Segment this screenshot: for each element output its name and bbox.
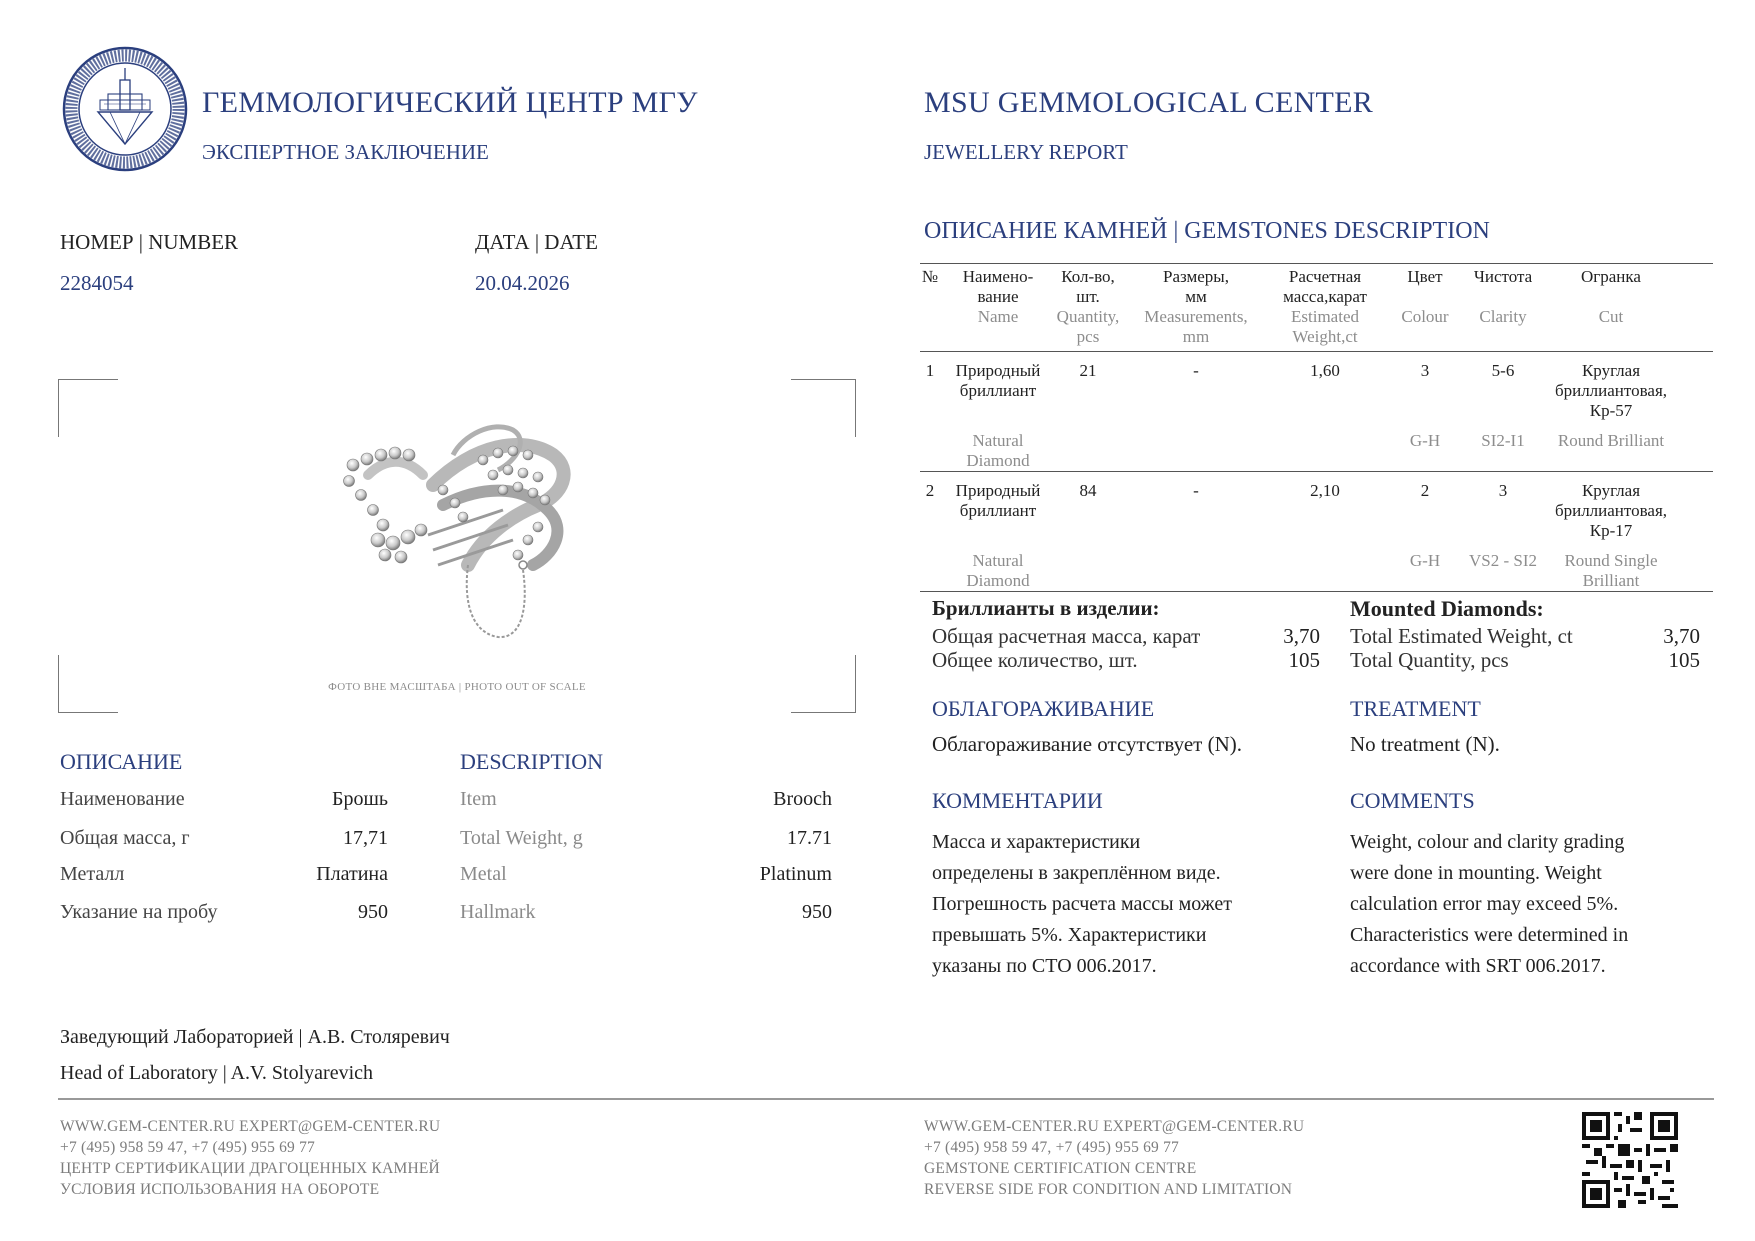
row1-clarity-en: SI2-I1 (1481, 431, 1525, 450)
comments-line: Weight, colour and clarity grading (1350, 831, 1625, 853)
totals-qty-label-ru: Общее количество, шт. (932, 648, 1138, 672)
gemstones-heading: ОПИСАНИЕ КАМНЕЙ | GEMSTONES DESCRIPTION (924, 218, 1490, 244)
row1-colour-en: G-H (1409, 431, 1441, 450)
comments-line: were done in mounting. Weight (1350, 862, 1602, 884)
row2-no: 2 (925, 481, 935, 500)
brooch-photo (323, 415, 613, 655)
frame-corner-top-left (58, 379, 118, 437)
col-clarity-en: Clarity (1479, 307, 1527, 326)
en-title: MSU GEMMOLOGICAL CENTER (924, 86, 1374, 119)
totals-weight-label-en: Total Estimated Weight, ct (1350, 624, 1573, 648)
row2-clarity-ru: 3 (1498, 481, 1508, 500)
row2-colour-ru: 2 (1420, 481, 1430, 500)
footer-line: УСЛОВИЯ ИСПОЛЬЗОВАНИЯ НА ОБОРОТЕ (60, 1181, 380, 1198)
row1-name-en: Natural Diamond (966, 431, 1030, 470)
desc-en-value: Platinum (759, 863, 832, 885)
desc-ru-label: Металл (60, 863, 125, 885)
treatment-heading-en: TREATMENT (1350, 696, 1481, 721)
number-label: НОМЕР | NUMBER (60, 230, 239, 254)
comments-heading-en: COMMENTS (1350, 788, 1475, 813)
signature-en: Head of Laboratory | A.V. Stolyarevich (60, 1062, 373, 1084)
row1-cut-ru: Круглая бриллиантовая, Кр-57 (1554, 361, 1668, 420)
desc-ru-value: Брошь (331, 788, 388, 810)
desc-ru-label: Наименование (60, 788, 185, 810)
footer-right (924, 1116, 1304, 1200)
row1-meas: - (1193, 361, 1199, 380)
row1-cut-en: Round Brilliant (1557, 431, 1665, 450)
ru-subtitle: ЭКСПЕРТНОЕ ЗАКЛЮЧЕНИЕ (202, 140, 489, 164)
table-rule (920, 351, 1713, 352)
col-qty-ru: Кол-во, шт. (1061, 267, 1115, 306)
totals-weight-label-ru: Общая расчетная масса, карат (932, 624, 1201, 648)
desc-ru-value: 950 (358, 901, 388, 923)
col-meas-ru: Размеры, мм (1163, 267, 1229, 306)
row2-cut-ru: Круглая бриллиантовая, Кр-17 (1554, 481, 1668, 540)
row2-qty: 84 (1079, 481, 1097, 500)
qr-code-icon (1582, 1112, 1678, 1213)
col-qty-en: Quantity, pcs (1056, 307, 1120, 346)
desc-en-label: Hallmark (460, 901, 536, 923)
footer-divider (58, 1098, 1714, 1100)
signature-ru: Заведующий Лабораторией | А.В. Столяревич (60, 1026, 450, 1048)
desc-ru-label: Общая масса, г (60, 827, 190, 849)
col-colour-en: Colour (1401, 307, 1449, 326)
col-meas-en: Measurements, mm (1144, 307, 1248, 346)
footer-line: GEMSTONE CERTIFICATION CENTRE (924, 1160, 1197, 1177)
row1-colour-ru: 3 (1420, 361, 1430, 380)
comments-line: указаны по СТО 006.2017. (932, 955, 1157, 977)
desc-en-label: Total Weight, g (460, 827, 583, 849)
msu-seal-logo-icon (62, 46, 188, 172)
photo-frame (58, 379, 856, 713)
row2-name-en: Natural Diamond (966, 551, 1030, 590)
table-rule (920, 263, 1713, 264)
totals-weight-en: 3,70 (1663, 624, 1700, 648)
row1-name-ru: Природный бриллиант (955, 361, 1041, 400)
footer-line: ЦЕНТР СЕРТИФИКАЦИИ ДРАГОЦЕННЫХ КАМНЕЙ (60, 1160, 440, 1177)
col-weight-en: Estimated Weight,ct (1291, 307, 1359, 346)
row2-clarity-en: VS2 - SI2 (1468, 551, 1537, 570)
col-cut-ru: Огранка (1581, 267, 1641, 286)
treatment-heading-ru: ОБЛАГОРАЖИВАНИЕ (932, 696, 1155, 721)
table-rule (920, 471, 1713, 472)
desc-ru-label: Указание на пробу (60, 901, 218, 923)
description-heading-ru: ОПИСАНИЕ (60, 749, 183, 774)
footer-line: WWW.GEM-CENTER.RU EXPERT@GEM-CENTER.RU (60, 1118, 441, 1135)
comments-line: определены в закреплённом виде. (932, 862, 1221, 884)
row2-cut-en: Round Single Brilliant (1564, 551, 1658, 590)
totals-qty-en: 105 (1668, 648, 1700, 672)
col-weight-ru: Расчетная масса,карат (1283, 267, 1367, 306)
row1-clarity-ru: 5-6 (1491, 361, 1515, 380)
col-name-ru: Наимено- вание (962, 267, 1034, 306)
totals-weight-ru: 3,70 (1283, 624, 1320, 648)
col-clarity-ru: Чистота (1473, 267, 1533, 286)
totals-qty-ru: 105 (1288, 648, 1320, 672)
description-heading-en: DESCRIPTION (460, 749, 604, 774)
treatment-text-ru: Облагораживание отсутствует (N). (932, 732, 1242, 756)
footer-line: WWW.GEM-CENTER.RU EXPERT@GEM-CENTER.RU (924, 1118, 1305, 1135)
footer-line: +7 (495) 958 59 47, +7 (495) 955 69 77 (60, 1139, 315, 1156)
comments-line: Characteristics were determined in (1350, 924, 1629, 946)
desc-ru-value: 17,71 (343, 827, 388, 849)
footer-line: REVERSE SIDE FOR CONDITION AND LIMITATION (924, 1181, 1293, 1198)
photo-caption: ФОТО ВНЕ МАСШТАБА | PHOTO OUT OF SCALE (328, 681, 586, 693)
row2-colour-en: G-H (1409, 551, 1441, 570)
comments-text-ru (932, 827, 1232, 982)
comments-line: calculation error may exceed 5%. (1350, 893, 1619, 915)
ru-title: ГЕММОЛОГИЧЕСКИЙ ЦЕНТР МГУ (202, 86, 698, 119)
totals-heading-ru: Бриллианты в изделии: (932, 596, 1160, 620)
totals-qty-label-en: Total Quantity, pcs (1350, 648, 1509, 672)
footer-left (60, 1116, 440, 1200)
comments-line: Масса и характеристики (932, 831, 1141, 853)
row1-weight: 1,60 (1310, 361, 1340, 380)
col-cut-en: Cut (1598, 307, 1624, 326)
totals-heading-en: Mounted Diamonds: (1350, 596, 1544, 621)
comments-text-en (1350, 827, 1628, 982)
desc-en-value: 17.71 (787, 827, 832, 849)
row1-no: 1 (925, 361, 935, 380)
row2-weight: 2,10 (1310, 481, 1340, 500)
table-rule (920, 591, 1713, 592)
footer-line: +7 (495) 958 59 47, +7 (495) 955 69 77 (924, 1139, 1179, 1156)
desc-ru-value: Платина (316, 863, 388, 885)
date-label: ДАТА | DATE (475, 230, 598, 254)
frame-corner-top-right (791, 379, 856, 437)
report-number: 2284054 (60, 271, 134, 295)
row1-qty: 21 (1079, 361, 1097, 380)
row2-name-ru: Природный бриллиант (955, 481, 1041, 520)
treatment-text-en: No treatment (N). (1350, 732, 1500, 756)
desc-en-value: Brooch (773, 788, 832, 810)
row2-meas: - (1193, 481, 1199, 500)
comments-line: accordance with SRT 006.2017. (1350, 955, 1606, 977)
report-date: 20.04.2026 (475, 271, 570, 295)
en-subtitle: JEWELLERY REPORT (924, 140, 1128, 164)
desc-en-label: Metal (460, 863, 507, 885)
desc-en-value: 950 (802, 901, 832, 923)
comments-heading-ru: КОММЕНТАРИИ (932, 788, 1103, 813)
col-colour-ru: Цвет (1407, 267, 1443, 286)
comments-line: превышать 5%. Характеристики (932, 924, 1207, 946)
col-name-en: Name (977, 307, 1019, 326)
desc-en-label: Item (460, 788, 497, 810)
comments-line: Погрешность расчета массы может (932, 893, 1232, 915)
col-no: № (921, 267, 939, 286)
